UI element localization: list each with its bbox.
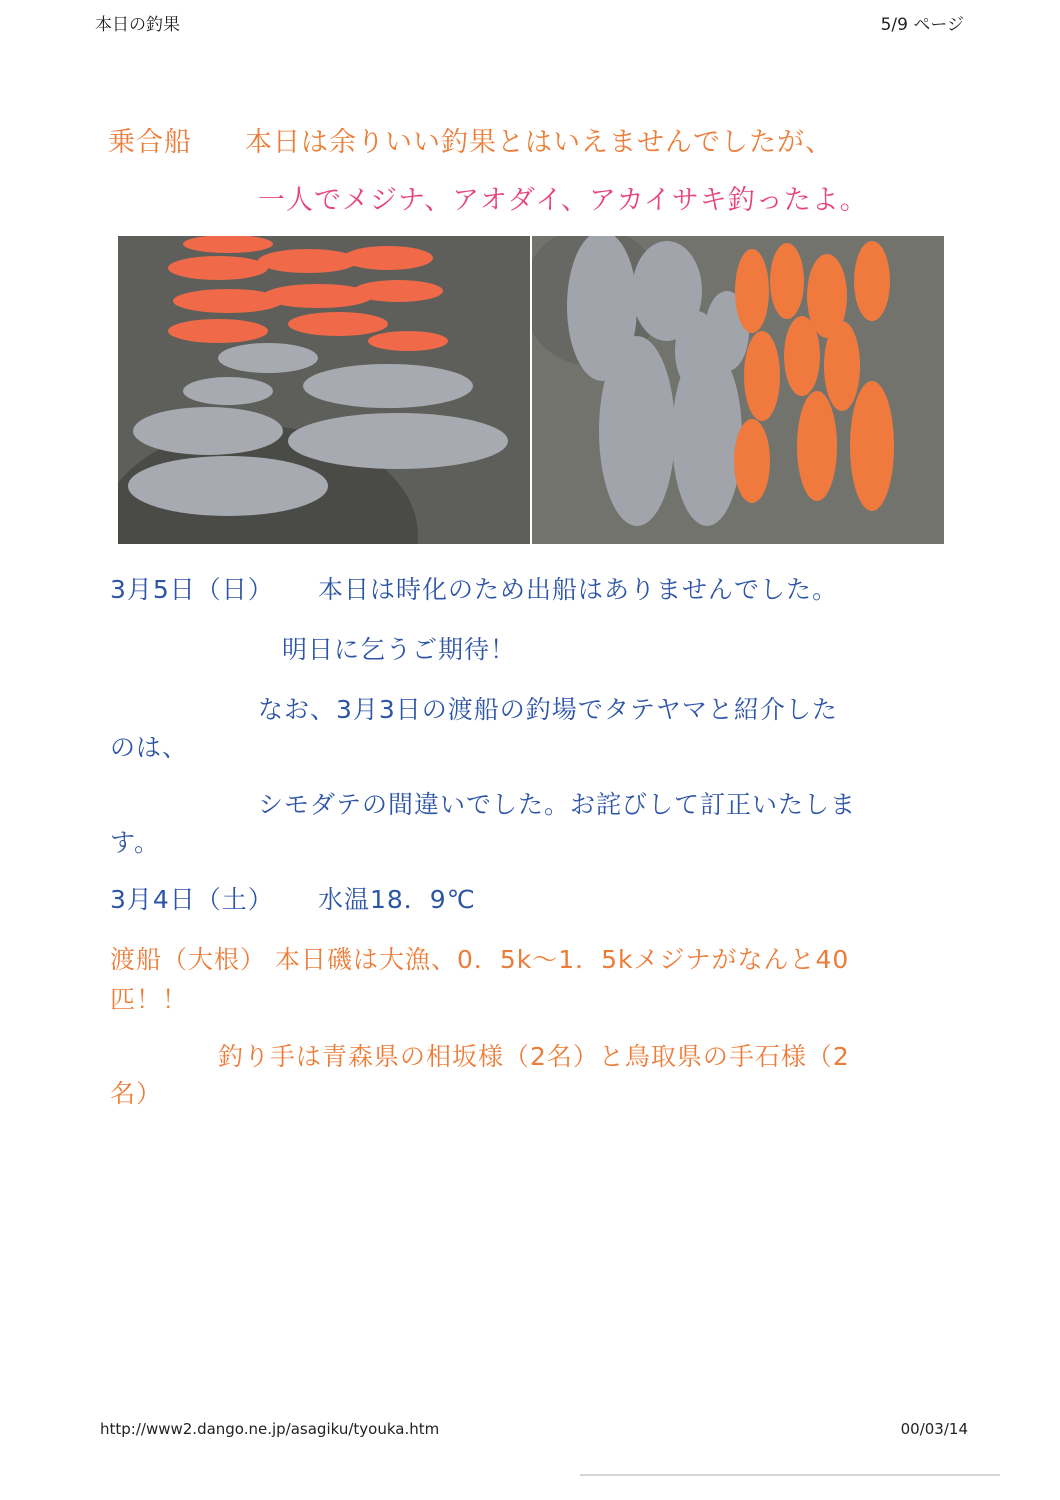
report2-line4: シモダテの間違いでした。お詫びして訂正いたしま <box>258 790 857 819</box>
report2-line4b: す。 <box>110 828 161 857</box>
report3-line2: 釣り手は青森県の相坂様（2名）と鳥取県の手石様（2 <box>218 1042 850 1071</box>
report3-line2b: 名） <box>110 1079 163 1108</box>
report2-line1: 本日は時化のため出船はありませんでした。 <box>318 575 839 604</box>
page-number: 5/9 ページ <box>880 15 964 35</box>
source-url: http://www2.dango.ne.jp/asagiku/tyouka.htm <box>100 1420 440 1438</box>
report3-line1b: 匹！！ <box>110 985 189 1014</box>
catch-photo-left <box>118 236 530 544</box>
report2-line3b: のは、 <box>110 733 189 762</box>
report2-line2: 明日に乞うご期待！ <box>282 635 517 664</box>
report3-date: 3月4日（土） <box>110 885 274 914</box>
report2-date: 3月5日（日） <box>110 575 274 604</box>
report1-label: 乗合船 <box>108 127 192 158</box>
report1-line2: 一人でメジナ、アオダイ、アカイサキ釣ったよ。 <box>258 185 868 216</box>
water-temperature: 水温18．9℃ <box>318 885 476 914</box>
print-date: 00/03/14 <box>900 1420 968 1438</box>
scan-artifact-line <box>580 1474 1000 1476</box>
page-title: 本日の釣果 <box>95 15 180 35</box>
catch-photo-right <box>532 236 944 544</box>
report2-line3: なお、3月3日の渡船の釣場でタテヤマと紹介した <box>258 695 838 724</box>
report1-line1: 本日は余りいい釣果とはいえませんでしたが、 <box>245 127 833 158</box>
report3-line1: 渡船（大根） 本日磯は大漁、0．5k～1．5kメジナがなんと40 <box>110 945 850 974</box>
